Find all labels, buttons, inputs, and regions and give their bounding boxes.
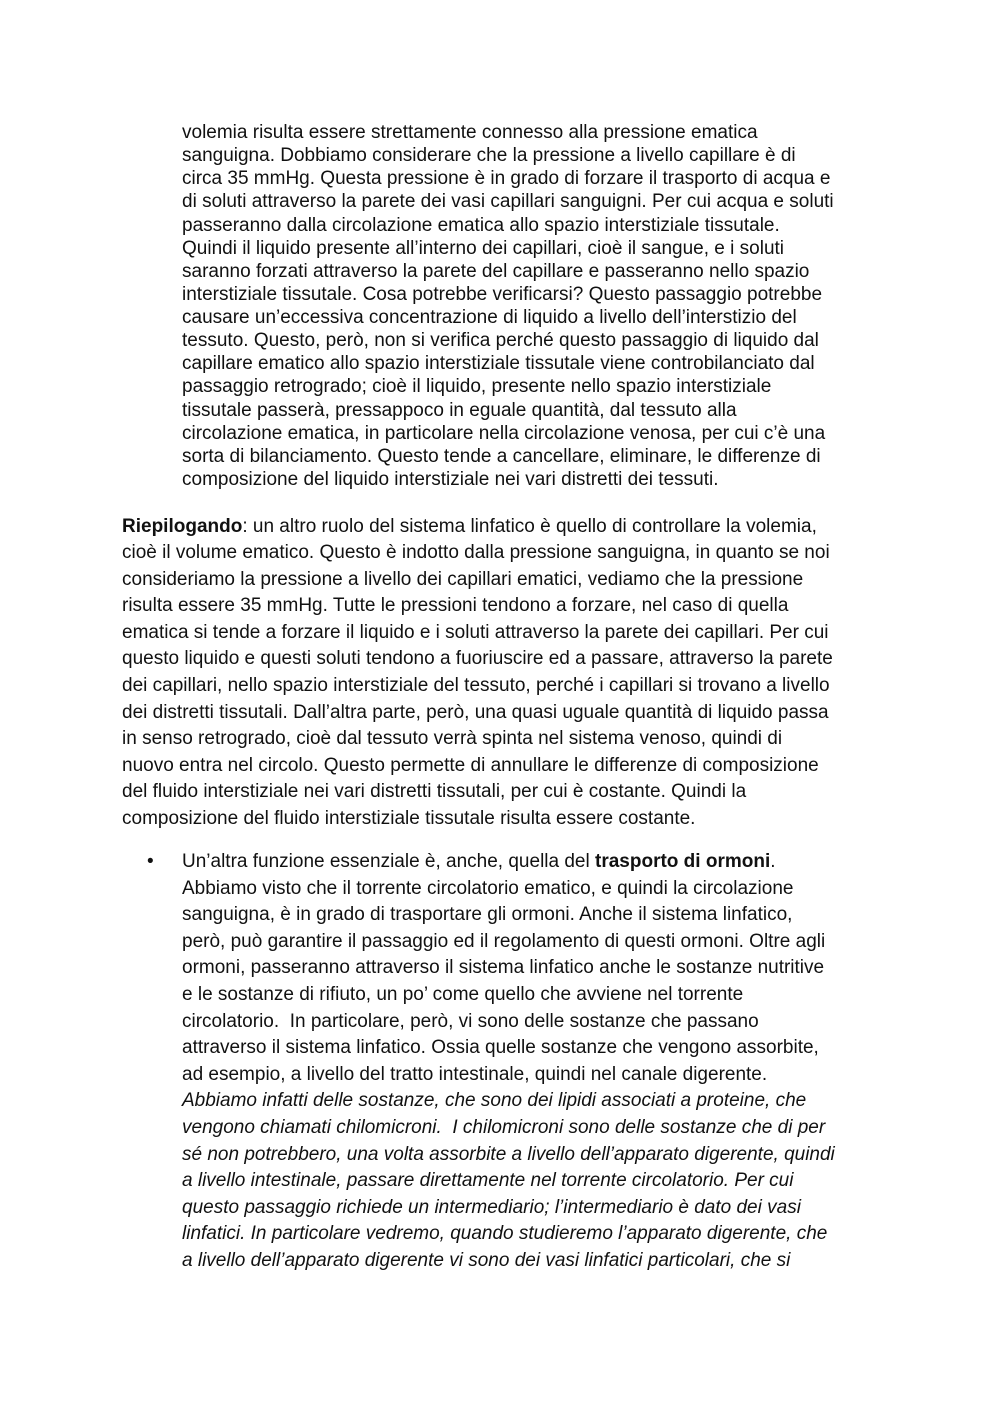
bullet-paragraph-line: ormoni, passeranno attraverso il sistema linfatico anche le sostanze nutritive: [182, 957, 825, 979]
indented-paragraph-line: capillare ematico allo spazio interstiziale tissutale viene controbilanciato dal: [182, 353, 815, 375]
indented-paragraph-line: di soluti attraverso la parete dei vasi capillari sanguigni. Per cui acqua e soluti: [182, 191, 834, 213]
indented-paragraph-line: circolazione ematica, in particolare nella circolazione venosa, per cui c’è una: [182, 422, 826, 444]
bullet-paragraph-line: circolatorio. In particolare, però, vi sono delle sostanze che passano: [182, 1010, 759, 1032]
bullet-paragraph-line: sanguigna, è in grado di trasportare gli ormoni. Anche il sistema linfatico,: [182, 904, 793, 926]
indented-paragraph-line: circa 35 mmHg. Questa pressione è in grado di forzare il trasporto di acqua e: [182, 168, 831, 190]
indented-paragraph-line: composizione del liquido interstiziale nei vari distretti dei tessuti.: [182, 468, 719, 490]
bullet-marker: •: [147, 851, 154, 872]
indented-paragraph-line: passeranno dalla circolazione ematica allo spazio interstiziale tissutale.: [182, 214, 780, 236]
indented-paragraph-line: tessuto. Questo, però, non si verifica perché questo passaggio di liquido dal: [182, 330, 819, 352]
summary-paragraph-line: nuovo entra nel circolo. Questo permette di annullare le differenze di composizione: [122, 754, 819, 776]
summary-paragraph-line: in senso retrogrado, cioè dal tessuto verrà spinta nel sistema venoso, quindi di: [122, 728, 783, 750]
summary-paragraph-line: composizione del fluido interstiziale tissutale risulta essere costante.: [122, 808, 696, 829]
bullet-bold-term: trasporto di ormoni: [595, 851, 771, 872]
summary-paragraph-line: del fluido interstiziale nei vari distretti tissutali, per cui è costante. Quindi la: [122, 781, 747, 803]
summary-paragraph-line: cioè il volume ematico. Questo è indotto dalla pressione sanguigna, in quanto se noi: [122, 542, 830, 563]
indented-paragraph-line: passaggio retrogrado; cioè il liquido, presente nello spazio interstiziale: [182, 376, 772, 398]
summary-paragraph-line: dei capillari, nello spazio interstiziale del tessuto, perché i capillari si trovano a livello: [122, 675, 830, 696]
summary-paragraph-line: questo liquido e questi soluti tendono a fuoriuscire ed a passare, attraverso la parete: [122, 648, 833, 670]
summary-paragraph-line: dei distretti tissutali. Dall’altra parte, però, una quasi uguale quantità di liquido passa: [122, 701, 829, 723]
bullet-paragraph-line: però, può garantire il passaggio ed il regolamento di questi ormoni. Oltre agli: [182, 930, 826, 952]
summary-bold-lead: Riepilogando: [122, 516, 243, 537]
bullet-italic-line: a livello dell’apparato digerente vi sono dei vasi linfatici particolari, che si: [182, 1249, 791, 1271]
bullet-italic-line: a livello intestinale, passare direttamente nel torrente circolatorio. Per cui: [182, 1170, 794, 1192]
bullet-paragraph-line: Abbiamo visto che il torrente circolatorio ematico, e quindi la circolazione: [182, 877, 794, 899]
indented-paragraph-line: interstiziale tissutale. Cosa potrebbe verificarsi? Questo passaggio potrebbe: [182, 283, 823, 305]
summary-first-line-text: : un altro ruolo del sistema linfatico è quello di controllare la volemia,: [242, 516, 817, 537]
indented-paragraph-line: Quindi il liquido presente all’interno dei capillari, cioè il sangue, e i soluti: [182, 237, 785, 259]
indented-paragraph-line: causare un’eccessiva concentrazione di liquido a livello dell’interstizio del: [182, 307, 797, 329]
bullet-italic-line: vengono chiamati chilomicroni. I chilomicroni sono delle sostanze che di per: [182, 1116, 826, 1138]
bullet-first-line: [182, 850, 776, 873]
bullet-italic-line: questo passaggio richiede un intermediario; l’intermediario è dato dei vasi: [182, 1196, 801, 1218]
indented-paragraph-line: tissutale passerà, pressappoco in eguale quantità, dal tessuto alla: [182, 399, 737, 421]
bullet-paragraph-line: attraverso il sistema linfatico. Ossia quelle sostanze che vengono assorbite,: [182, 1037, 819, 1059]
indented-paragraph-line: sanguigna. Dobbiamo considerare che la pressione a livello capillare è di: [182, 145, 796, 167]
summary-paragraph-line: risulta essere 35 mmHg. Tutte le pressioni tendono a forzare, nel caso di quella: [122, 595, 789, 617]
indented-paragraph-line: saranno forzati attraverso la parete del capillare e passeranno nello spazio: [182, 260, 810, 282]
bullet-italic-line: Abbiamo infatti delle sostanze, che sono dei lipidi associati a proteine, che: [182, 1090, 807, 1112]
bullet-italic-line: linfatici. In particolare vedremo, quando studieremo l’apparato digerente, che: [182, 1223, 828, 1245]
summary-first-line: [122, 515, 817, 538]
summary-paragraph-line: consideriamo la pressione a livello dei capillari ematici, vediamo che la pressione: [122, 568, 804, 590]
bullet-italic-line: sé non potrebbero, una volta assorbite a livello dell’apparato digerente, quindi: [182, 1143, 835, 1165]
bullet-paragraph-line: e le sostanze di rifiuto, un po’ come quello che avviene nel torrente: [182, 983, 744, 1005]
bullet-paragraph-line: ad esempio, a livello del tratto intestinale, quindi nel canale digerente.: [182, 1063, 768, 1085]
indented-paragraph-line: volemia risulta essere strettamente connesso alla pressione ematica: [182, 122, 758, 143]
bullet-first-line-post: .: [770, 851, 776, 872]
summary-paragraph-line: ematica si tende a forzare il liquido e i soluti attraverso la parete dei capillari. Per cui: [122, 621, 829, 643]
bullet-first-line-pre: Un’altra funzione essenziale è, anche, quella del: [182, 851, 595, 872]
indented-paragraph-line: sorta di bilanciamento. Questo tende a cancellare, eliminare, le differenze di: [182, 445, 821, 467]
